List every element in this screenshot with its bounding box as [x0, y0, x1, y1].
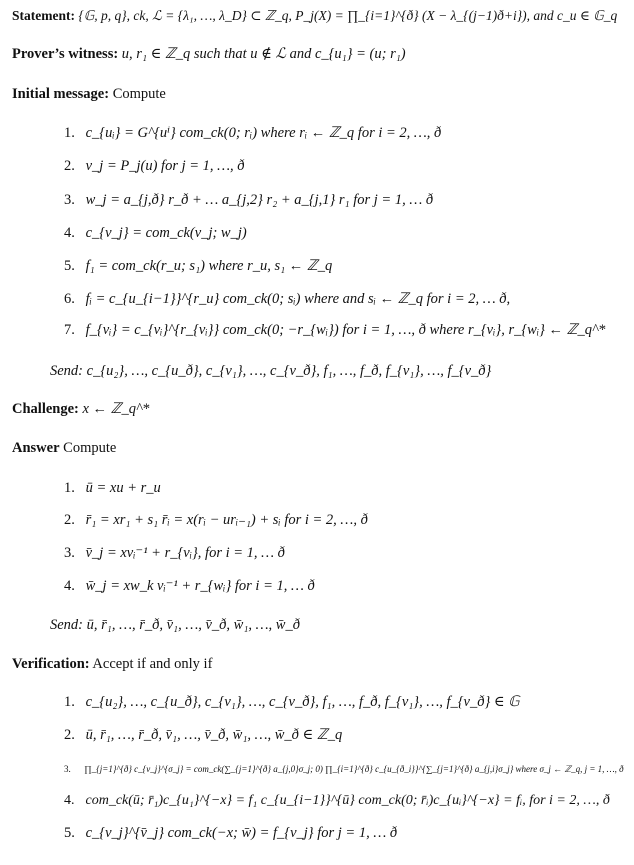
item-formula: ∏_{j=1}^{ð} c_{v_j}^{σ_j} = com_ck(∑_{j=1}^{ð} a_{j,0}σ_j; 0) ∏_{i=1}^{ð} c_{u_{ð_i}}^{∑_{j=1}^{ð} a_{j,i}σ_j} where σ_j ← ℤ_q, j = 1, …, ð	[84, 764, 624, 774]
initial-item-6	[64, 289, 510, 309]
answer-send-line	[50, 615, 300, 635]
verification-label: Accept if and only if	[92, 656, 213, 672]
item-formula: ū = xu + r_u	[85, 480, 161, 496]
item-number: 5.	[64, 258, 75, 274]
answer-item-3	[64, 543, 285, 563]
initial-item-2	[64, 156, 245, 176]
item-number: 5.	[64, 825, 75, 841]
initial-item-5	[64, 256, 332, 276]
item-number: 4.	[64, 225, 75, 241]
initial-message-heading: Initial message:	[12, 86, 110, 102]
answer-item-1	[64, 478, 161, 498]
verification-item-3	[64, 759, 624, 779]
verification-item-1	[64, 692, 520, 712]
initial-item-7	[64, 320, 605, 340]
initial-item-4	[64, 223, 247, 243]
item-number: 2.	[64, 727, 75, 743]
witness-body: u, r₁ ∈ ℤ_q such that u ∉ ℒ and c_{u₁} = (u; r₁)	[121, 46, 406, 62]
item-formula: com_ck(ū; r̄₁)c_{u₁}^{−x} = f₁ c_{u_{i−1}}^{ū} com_ck(0; r̄ᵢ)c_{uᵢ}^{−x} = fᵢ, for i = 2, …, ð	[85, 793, 610, 808]
initial-send-line	[50, 361, 491, 381]
item-formula: c_{v_j} = com_ck(v_j; w_j)	[85, 225, 247, 241]
item-formula: c_{uᵢ} = G^{uⁱ} com_ck(0; rᵢ) where rᵢ ← ℤ_q for i = 2, …, ð	[85, 125, 442, 141]
item-number: 3.	[64, 764, 71, 774]
item-number: 6.	[64, 291, 75, 307]
verification-item-4	[64, 791, 610, 811]
answer-line	[12, 438, 116, 458]
item-number: 1.	[64, 125, 75, 141]
answer-item-2	[64, 510, 368, 530]
item-formula: fᵢ = c_{u_{i−1}}^{r_u} com_ck(0; sᵢ) where and sᵢ ← ℤ_q for i = 2, … ð,	[85, 291, 511, 307]
item-formula: r̄₁ = xr₁ + s₁ r̄ᵢ = x(rᵢ − urᵢ₋₁) + sᵢ for i = 2, …, ð	[85, 512, 368, 528]
answer-item-4	[64, 576, 315, 596]
statement-heading: Statement:	[12, 8, 75, 23]
item-formula: f₁ = com_ck(r_u; s₁) where r_u, s₁ ← ℤ_q	[85, 258, 333, 274]
verification-item-2	[64, 725, 342, 745]
verification-line	[12, 654, 212, 674]
witness-heading: Prover’s witness:	[12, 46, 119, 62]
item-number: 1.	[64, 694, 75, 710]
item-number: 7.	[64, 322, 75, 338]
challenge-body: x ← ℤ_q^*	[82, 401, 150, 417]
item-number: 4.	[64, 793, 75, 808]
item-formula: w̄_j = xw_k vᵢ⁻¹ + r_{wᵢ} for i = 1, … ð	[85, 578, 315, 594]
item-number: 1.	[64, 480, 75, 496]
initial-item-3	[64, 190, 433, 210]
initial-message-label: Compute	[112, 86, 166, 102]
item-number: 4.	[64, 578, 75, 594]
initial-message-line	[12, 84, 166, 104]
verification-heading: Verification:	[12, 656, 90, 672]
item-formula: w_j = a_{j,ð} r_ð + … a_{j,2} r₂ + a_{j,1} r₁ for j = 1, … ð	[85, 192, 434, 208]
answer-label: Compute	[63, 440, 117, 456]
initial-send-text: Send: c_{u₂}, …, c_{u_ð}, c_{v₁}, …, c_{v_ð}, f₁, …, f_ð, f_{v₁}, …, f_{v_ð}	[50, 363, 492, 379]
challenge-line	[12, 399, 149, 419]
item-number: 3.	[64, 545, 75, 561]
item-formula: v̄_j = xvᵢ⁻¹ + r_{vᵢ}, for i = 1, … ð	[85, 545, 285, 561]
item-formula: f_{vᵢ} = c_{vᵢ}^{r_{vᵢ}} com_ck(0; −r_{wᵢ}) for i = 1, …, ð where r_{vᵢ}, r_{wᵢ} ← ℤ_q^*	[85, 322, 606, 338]
witness-line	[12, 44, 406, 64]
answer-heading: Answer	[12, 440, 60, 456]
item-number: 2.	[64, 158, 75, 174]
item-number: 3.	[64, 192, 75, 208]
item-formula: v_j = P_j(u) for j = 1, …, ð	[85, 158, 245, 174]
item-formula: c_{u₂}, …, c_{u_ð}, c_{v₁}, …, c_{v_ð}, f₁, …, f_ð, f_{v₁}, …, f_{v_ð} ∈ 𝔾	[85, 694, 520, 710]
answer-send-text: Send: ū, r̄₁, …, r̄_ð, v̄₁, …, v̄_ð, w̄₁, …, w̄_ð	[50, 617, 300, 633]
initial-item-1	[64, 123, 441, 143]
item-number: 2.	[64, 512, 75, 528]
statement-body: {𝔾, p, q}, ck, ℒ = {λ₁, …, λ_D} ⊂ ℤ_q, P_j(X) = ∏_{i=1}^{ð} (X − λ_{(j−1)ð+i}), and c_u ∈ 𝔾_q	[78, 8, 618, 23]
challenge-heading: Challenge:	[12, 401, 79, 417]
item-formula: ū, r̄₁, …, r̄_ð, v̄₁, …, v̄_ð, w̄₁, …, w̄_ð ∈ ℤ_q	[85, 727, 343, 743]
verification-item-5	[64, 823, 397, 843]
item-formula: c_{v_j}^{v̄_j} com_ck(−x; w̄) = f_{v_j} for j = 1, … ð	[85, 825, 398, 841]
statement-line	[12, 6, 617, 26]
